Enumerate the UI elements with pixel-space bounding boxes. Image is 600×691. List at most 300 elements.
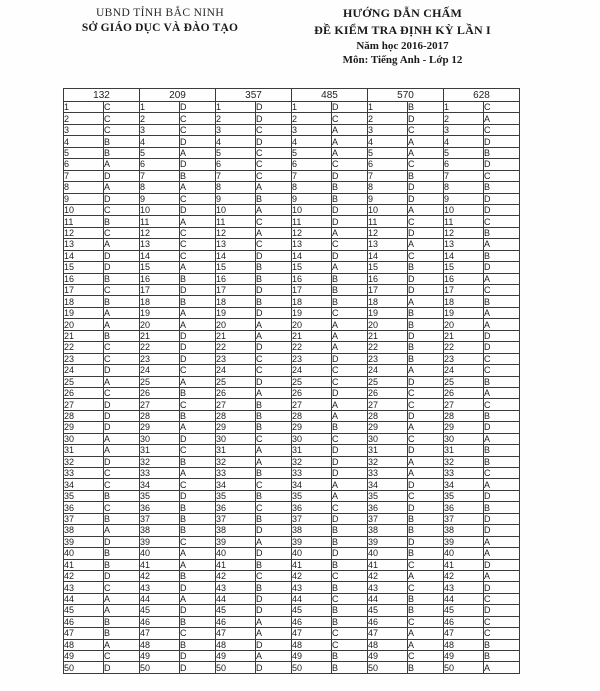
question-number-cell: 17 [64,285,104,296]
answer-cell: C [408,651,444,662]
answer-cell: C [180,113,216,124]
answer-cell: B [104,628,140,639]
question-number-cell: 35 [368,490,408,501]
answer-cell: D [256,376,292,387]
answer-cell: B [408,342,444,353]
answer-row [64,605,520,616]
question-number-cell: 32 [292,456,332,467]
answer-cell: A [256,445,292,456]
question-number-cell: 46 [64,616,104,627]
question-number-cell: 43 [368,582,408,593]
question-number-cell: 28 [292,410,332,421]
answer-cell: D [180,651,216,662]
answer-cell: A [104,445,140,456]
answer-cell: B [180,502,216,513]
answer-cell: A [332,319,368,330]
question-number-cell: 38 [292,525,332,536]
question-number-cell: 18 [216,296,256,307]
answer-row [64,330,520,341]
question-number-cell: 50 [444,662,484,673]
answer-cell: B [332,605,368,616]
question-number-cell: 13 [140,239,180,250]
question-number-cell: 9 [140,193,180,204]
question-number-cell: 35 [216,490,256,501]
question-number-cell: 25 [64,376,104,387]
question-number-cell: 6 [64,159,104,170]
question-number-cell: 43 [216,582,256,593]
answer-cell: B [104,296,140,307]
answer-cell: D [484,422,520,433]
answer-cell: A [180,147,216,158]
question-number-cell: 43 [292,582,332,593]
answer-cell: C [256,147,292,158]
answer-cell: B [256,273,292,284]
question-number-cell: 36 [368,502,408,513]
answer-cell: C [408,616,444,627]
question-number-cell: 49 [64,651,104,662]
question-number-cell: 1 [292,102,332,113]
question-number-cell: 4 [368,136,408,147]
answer-cell: B [408,353,444,364]
answer-cell: B [408,102,444,113]
answer-cell: B [332,422,368,433]
answer-cell: C [484,285,520,296]
answer-cell: B [332,651,368,662]
answer-row [64,536,520,547]
question-number-cell: 40 [444,548,484,559]
answer-cell: C [332,159,368,170]
question-number-cell: 48 [368,639,408,650]
question-number-cell: 3 [444,124,484,135]
question-number-cell: 1 [140,102,180,113]
question-number-cell: 44 [64,593,104,604]
question-number-cell: 12 [368,227,408,238]
answer-cell: A [408,422,444,433]
question-number-cell: 46 [140,616,180,627]
question-number-cell: 18 [444,296,484,307]
answer-cell: D [408,285,444,296]
question-number-cell: 30 [368,433,408,444]
answer-cell: A [180,319,216,330]
answer-cell: A [104,593,140,604]
answer-cell: C [408,490,444,501]
answer-cell: B [332,559,368,570]
answer-cell: B [332,536,368,547]
answer-cell: A [180,262,216,273]
answer-cell: D [104,456,140,467]
question-number-cell: 19 [140,307,180,318]
answer-cell: A [332,410,368,421]
question-number-cell: 14 [292,250,332,261]
answer-cell: A [332,136,368,147]
question-number-cell: 48 [292,639,332,650]
question-number-cell: 7 [216,170,256,181]
question-number-cell: 23 [140,353,180,364]
answer-cell: B [256,468,292,479]
answer-cell: C [484,102,520,113]
answer-cell: B [484,651,520,662]
answer-cell: D [256,605,292,616]
question-number-cell: 23 [368,353,408,364]
question-number-cell: 45 [64,605,104,616]
question-number-cell: 21 [292,330,332,341]
question-number-cell: 44 [292,593,332,604]
answer-cell: C [332,593,368,604]
answer-cell: C [180,536,216,547]
answer-cell: A [332,399,368,410]
question-number-cell: 8 [292,182,332,193]
answer-cell: B [484,410,520,421]
answer-cell: D [484,582,520,593]
answer-cell: C [104,387,140,398]
question-number-cell: 4 [216,136,256,147]
answer-cell: C [484,124,520,135]
question-number-cell: 12 [216,227,256,238]
answer-cell: D [408,376,444,387]
question-number-cell: 26 [444,387,484,398]
answer-cell: D [484,525,520,536]
answer-cell: B [256,262,292,273]
answer-cell: A [484,536,520,547]
question-number-cell: 11 [292,216,332,227]
exam-title: ĐỀ KIỂM TRA ĐỊNH KỲ LẦN I [314,23,491,37]
question-number-cell: 4 [292,136,332,147]
answer-cell: B [104,330,140,341]
question-number-cell: 20 [368,319,408,330]
answer-cell: C [484,353,520,364]
answer-cell: C [104,502,140,513]
question-number-cell: 20 [444,319,484,330]
question-number-cell: 46 [368,616,408,627]
table-head [64,89,520,102]
answer-cell: B [256,422,292,433]
question-number-cell: 2 [140,113,180,124]
question-number-cell: 17 [216,285,256,296]
answer-row [64,410,520,421]
answer-cell: B [180,456,216,467]
answer-cell: C [104,102,140,113]
question-number-cell: 25 [140,376,180,387]
answer-cell: D [484,342,520,353]
question-number-cell: 31 [140,445,180,456]
answer-cell: A [332,342,368,353]
question-number-cell: 21 [64,330,104,341]
answer-cell: D [256,525,292,536]
question-number-cell: 35 [140,490,180,501]
answer-row [64,365,520,376]
question-number-cell: 16 [292,273,332,284]
question-number-cell: 15 [368,262,408,273]
question-number-cell: 1 [368,102,408,113]
answer-cell: D [104,570,140,581]
question-number-cell: 5 [216,147,256,158]
answer-row [64,548,520,559]
answer-cell: A [332,124,368,135]
answer-cell: C [484,216,520,227]
question-number-cell: 45 [140,605,180,616]
question-number-cell: 19 [216,307,256,318]
question-number-cell: 46 [216,616,256,627]
question-number-cell: 33 [444,468,484,479]
question-number-cell: 37 [216,513,256,524]
question-number-cell: 42 [140,570,180,581]
question-number-cell: 39 [216,536,256,547]
question-number-cell: 15 [292,262,332,273]
answer-cell: D [332,170,368,181]
question-number-cell: 40 [64,548,104,559]
answer-cell: C [104,124,140,135]
answer-cell: A [256,456,292,467]
question-number-cell: 29 [64,422,104,433]
question-number-cell: 5 [140,147,180,158]
answer-cell: D [180,490,216,501]
question-number-cell: 17 [368,285,408,296]
question-number-cell: 11 [140,216,180,227]
question-number-cell: 8 [216,182,256,193]
answer-cell: D [180,136,216,147]
answer-cell: C [104,113,140,124]
answer-cell: C [332,639,368,650]
question-number-cell: 30 [216,433,256,444]
question-number-cell: 50 [216,662,256,673]
question-number-cell: 38 [444,525,484,536]
question-number-cell: 29 [292,422,332,433]
answer-row [64,239,520,250]
question-number-cell: 5 [292,147,332,158]
table-body [64,102,520,674]
letterhead-left [60,7,260,34]
question-number-cell: 17 [140,285,180,296]
answer-cell: D [104,193,140,204]
question-number-cell: 46 [292,616,332,627]
question-number-cell: 47 [444,628,484,639]
answer-cell: B [332,193,368,204]
question-number-cell: 49 [216,651,256,662]
question-number-cell: 43 [140,582,180,593]
answer-cell: A [104,319,140,330]
question-number-cell: 25 [444,376,484,387]
question-number-cell: 23 [292,353,332,364]
question-number-cell: 31 [444,445,484,456]
answer-cell: B [104,616,140,627]
question-number-cell: 27 [140,399,180,410]
answer-cell: C [332,365,368,376]
answer-row [64,387,520,398]
question-number-cell: 1 [444,102,484,113]
answer-cell: B [332,662,368,673]
answer-cell: C [332,113,368,124]
answer-cell: A [256,204,292,215]
answer-cell: A [104,525,140,536]
question-number-cell: 44 [444,593,484,604]
answer-row [64,456,520,467]
answer-cell: D [104,365,140,376]
answer-cell: D [180,342,216,353]
answer-cell: D [256,285,292,296]
answer-cell: B [104,513,140,524]
question-number-cell: 41 [216,559,256,570]
question-number-cell: 20 [140,319,180,330]
question-number-cell: 3 [140,124,180,135]
answer-cell: B [256,296,292,307]
answer-row [64,513,520,524]
question-number-cell: 36 [444,502,484,513]
answer-row [64,102,520,113]
answer-cell: B [408,548,444,559]
answer-cell: D [332,513,368,524]
question-number-cell: 6 [444,159,484,170]
question-number-cell: 11 [64,216,104,227]
answer-cell: C [180,365,216,376]
question-number-cell: 50 [140,662,180,673]
answer-cell: D [332,548,368,559]
question-number-cell: 22 [216,342,256,353]
answer-cell: B [180,616,216,627]
question-number-cell: 39 [444,536,484,547]
answer-cell: D [332,102,368,113]
question-number-cell: 26 [140,387,180,398]
answer-cell: B [104,548,140,559]
answer-cell: B [332,296,368,307]
question-number-cell: 19 [64,307,104,318]
question-number-cell: 47 [140,628,180,639]
answer-cell: D [180,204,216,215]
question-number-cell: 21 [216,330,256,341]
answer-cell: C [408,159,444,170]
question-number-cell: 31 [292,445,332,456]
answer-cell: B [180,525,216,536]
answer-cell: A [484,548,520,559]
answer-cell: B [408,605,444,616]
answer-cell: D [256,250,292,261]
answer-cell: D [332,216,368,227]
question-number-cell: 36 [140,502,180,513]
answer-row [64,273,520,284]
question-number-cell: 5 [444,147,484,158]
question-number-cell: 48 [444,639,484,650]
question-number-cell: 39 [64,536,104,547]
answer-cell: B [256,410,292,421]
answer-cell: D [104,170,140,181]
answer-row [64,651,520,662]
answer-cell: C [332,433,368,444]
question-number-cell: 26 [292,387,332,398]
answer-cell: C [104,479,140,490]
answer-row [64,170,520,181]
question-number-cell: 29 [140,422,180,433]
question-number-cell: 49 [140,651,180,662]
question-number-cell: 32 [368,456,408,467]
question-number-cell: 1 [216,102,256,113]
answer-cell: B [104,136,140,147]
question-number-cell: 41 [444,559,484,570]
answer-cell: C [256,365,292,376]
answer-cell: C [484,399,520,410]
answer-cell: C [256,353,292,364]
question-number-cell: 27 [368,399,408,410]
answer-cell: D [484,159,520,170]
answer-cell: A [408,639,444,650]
answer-row [64,628,520,639]
answer-cell: C [180,124,216,135]
question-number-cell: 35 [444,490,484,501]
answer-cell: B [104,559,140,570]
subject-grade: Môn: Tiếng Anh - Lớp 12 [342,54,463,66]
answer-cell: A [104,159,140,170]
question-number-cell: 2 [368,113,408,124]
question-number-cell: 13 [64,239,104,250]
answer-cell: D [484,513,520,524]
answer-cell: B [408,525,444,536]
answer-cell: D [180,353,216,364]
question-number-cell: 41 [140,559,180,570]
question-number-cell: 31 [64,445,104,456]
answer-cell: A [256,536,292,547]
answer-row [64,216,520,227]
question-number-cell: 44 [216,593,256,604]
answer-row [64,559,520,570]
question-number-cell: 42 [216,570,256,581]
exam-code-header: 570 [368,89,444,102]
question-number-cell: 24 [64,365,104,376]
answer-cell: A [180,216,216,227]
answer-row [64,582,520,593]
question-number-cell: 26 [64,387,104,398]
answer-cell: D [256,102,292,113]
question-number-cell: 24 [444,365,484,376]
answer-cell: A [256,319,292,330]
question-number-cell: 10 [368,204,408,215]
question-number-cell: 34 [292,479,332,490]
answer-cell: A [332,479,368,490]
answer-cell: D [332,468,368,479]
answer-row [64,399,520,410]
question-number-cell: 33 [64,468,104,479]
question-number-cell: 2 [444,113,484,124]
answer-cell: D [332,456,368,467]
question-number-cell: 48 [216,639,256,650]
answer-cell: C [408,216,444,227]
answer-cell: B [408,513,444,524]
answer-cell: C [256,433,292,444]
answer-cell: D [180,285,216,296]
answer-row [64,147,520,158]
answer-cell: B [408,262,444,273]
answer-row [64,468,520,479]
answer-row [64,307,520,318]
question-number-cell: 25 [368,376,408,387]
question-number-cell: 32 [216,456,256,467]
answer-cell: D [484,605,520,616]
question-number-cell: 5 [368,147,408,158]
answer-row [64,479,520,490]
answer-cell: B [256,559,292,570]
answer-cell: D [104,422,140,433]
answer-cell: C [484,468,520,479]
question-number-cell: 25 [216,376,256,387]
question-number-cell: 35 [292,490,332,501]
question-number-cell: 15 [444,262,484,273]
question-number-cell: 40 [368,548,408,559]
answer-cell: A [332,227,368,238]
answer-cell: D [104,250,140,261]
answer-cell: C [332,376,368,387]
question-number-cell: 38 [140,525,180,536]
answer-cell: D [256,593,292,604]
answer-cell: B [332,273,368,284]
answer-cell: A [332,262,368,273]
question-number-cell: 34 [216,479,256,490]
